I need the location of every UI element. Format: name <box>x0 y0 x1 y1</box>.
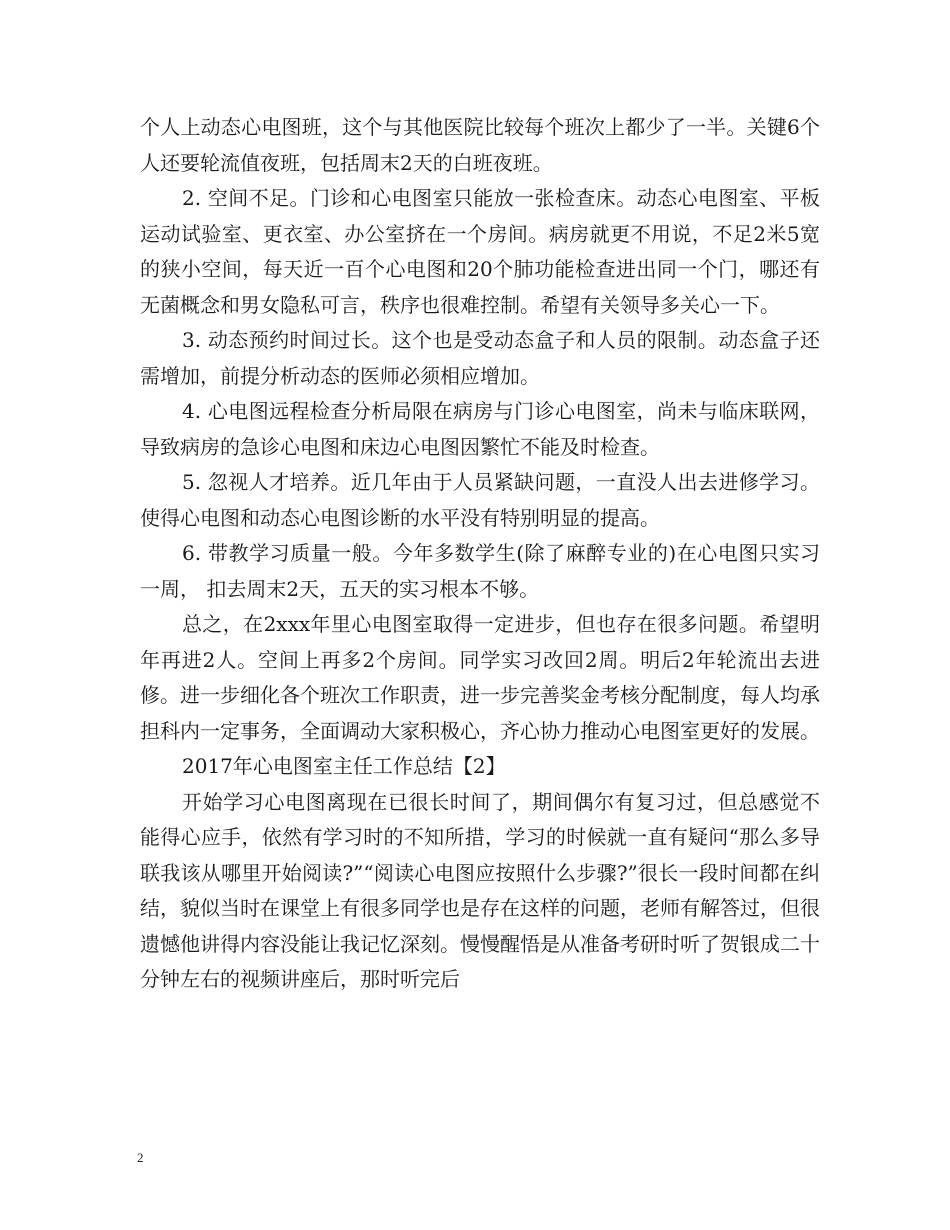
paragraph-item-6: 6. 带教学习质量一般。今年多数学生(除了麻醉专业的)在心电图只实习一周， 扣去周末2天，五天的实习根本不够。 <box>140 541 820 601</box>
paragraph-item-3: 3. 动态预约时间过长。这个也是受动态盒子和人员的限制。动态盒子还需增加，前提分析动态的医师必须相应增加。 <box>140 328 820 388</box>
section-heading: 2017年心电图室主任工作总结【2】 <box>182 754 506 778</box>
paragraph-continuation: 个人上动态心电图班，这个与其他医院比较每个班次上都少了一半。关键6个人还要轮流值夜班，包括周末2天的白班夜班。 <box>140 115 820 175</box>
paragraph-item-5: 5. 忽视人才培养。近几年由于人员紧缺问题，一直没人出去进修学习。使得心电图和动态心电图诊断的水平没有特别明显的提高。 <box>140 470 820 530</box>
paragraph-item-4: 4. 心电图远程检查分析局限在病房与门诊心电图室，尚未与临床联网，导致病房的急诊心电图和床边心电图因繁忙不能及时检查。 <box>140 399 820 459</box>
page-number: 2 <box>137 1150 144 1165</box>
paragraph-summary: 总之，在2xxx年里心电图室取得一定进步，但也存在很多问题。希望明年再进2人。空间上再多2个房间。同学实习改回2周。明后2年轮流出去进修。进一步细化各个班次工作职责，进一步完善奖金考核分配制度，每人均承担科内一定事务，全面调动大家积极心，齐心协力推动心电图室更好的发展。 <box>140 612 820 743</box>
paragraph-item-2: 2. 空间不足。门诊和心电图室只能放一张检查床。动态心电图室、平板运动试验室、更衣室、办公室挤在一个房间。病房就更不用说，不足2米5宽的狭小空间，每天近一百个心电图和20个肺功能检查进出同一个门，哪还有无菌概念和男女隐私可言，秩序也很难控制。希望有关领导多关心一下。 <box>140 186 820 317</box>
paragraph-section-2-body: 开始学习心电图离现在已很长时间了，期间偶尔有复习过，但总感觉不能得心应手，依然有学习时的不知所措，学习的时候就一直有疑问“那么多导联我该从哪里开始阅读?”“阅读心电图应按照什么步骤?”很长一段时间都在纠结，貌似当时在课堂上有很多同学也是存在这样的问题，老师有解答过，但很遗憾他讲得内容没能让我记忆深刻。慢慢醒悟是从准备考研时听了贺银成二十分钟左右的视频讲座后，那时听完后 <box>140 789 820 991</box>
document-body <box>140 110 820 998</box>
